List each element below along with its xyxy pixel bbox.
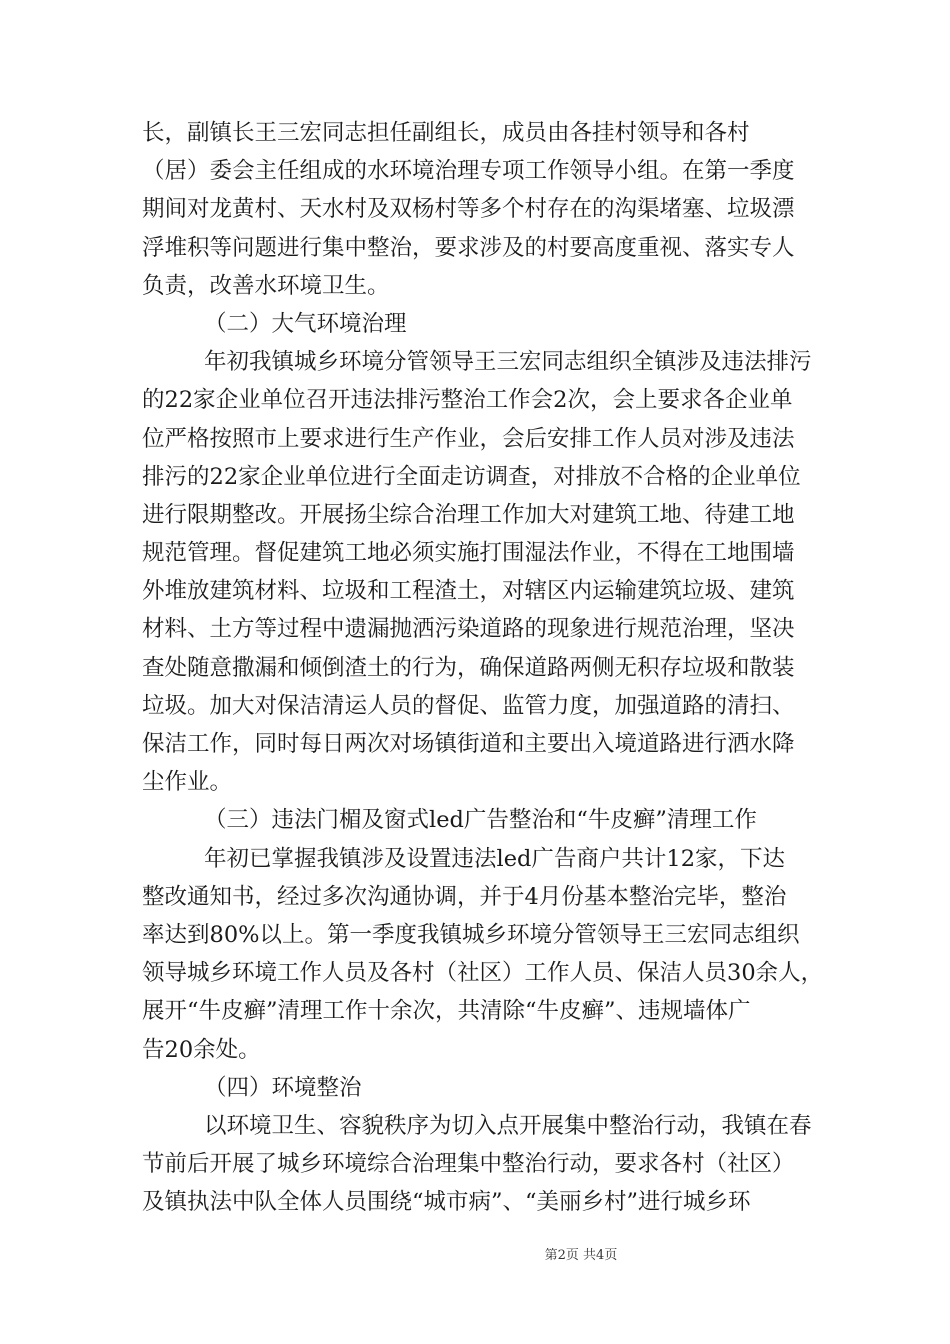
text-line: 期间对龙黄村、天水村及双杨村等多个村存在的沟渠堵塞、垃圾漂 [142, 196, 795, 223]
text-line: 负责，改善水环境卫生。 [142, 272, 390, 299]
text-line: 垃圾。加大对保洁清运人员的督促、监管力度，加强道路的清扫、 [142, 692, 795, 719]
text-line: 查处随意撒漏和倾倒渣土的行为，确保道路两侧无积存垃圾和散装 [142, 654, 795, 681]
text-line: 进行限期整改。开展扬尘综合治理工作加大对建筑工地、待建工地 [142, 501, 795, 528]
text-line: 年初我镇城乡环境分管领导王三宏同志组织全镇涉及违法排污 [204, 349, 812, 376]
section-heading: （四）环境整治 [204, 1074, 362, 1101]
text-line: 外堆放建筑材料、垃圾和工程渣土，对辖区内运输建筑垃圾、建筑 [142, 578, 795, 605]
text-line: 整改通知书，经过多次沟通协调，并于4月份基本整治完毕，整治 [142, 883, 787, 910]
page-number: 第2页 共4页 [544, 1248, 618, 1263]
text-line: 的22家企业单位召开违法排污整治工作会2次，会上要求各企业单 [142, 387, 793, 414]
page-footer [0, 1244, 950, 1263]
text-line: 保洁工作，同时每日两次对场镇街道和主要出入境道路进行洒水降 [142, 731, 795, 757]
text-line: 排污的22家企业单位进行全面走访调查，对排放不合格的企业单位 [142, 463, 801, 490]
text-line: 节前后开展了城乡环境综合治理集中整治行动，要求各村（社区） [142, 1151, 795, 1178]
text-line: 浮堆积等问题进行集中整治，要求涉及的村要高度重视、落实专人 [142, 234, 795, 261]
section-heading: （二）大气环境治理 [204, 310, 407, 337]
text-line: 长，副镇长王三宏同志担任副组长，成员由各挂村领导和各村 [142, 120, 750, 146]
text-line: 告20余处。 [142, 1036, 261, 1063]
text-line: 位严格按照市上要求进行生产作业，会后安排工作人员对涉及违法 [142, 425, 795, 452]
section-heading: （三）违法门楣及窗式led广告整治和“牛皮癣”清理工作 [204, 807, 757, 834]
text-line: 年初已掌握我镇涉及设置违法led广告商户共计12家，下达 [204, 845, 786, 872]
text-line: 尘作业。 [142, 769, 233, 796]
text-line: 领导城乡环境工作人员及各村（社区）工作人员、保洁人员30余人， [142, 960, 824, 987]
text-line: 材料、土方等过程中遗漏抛洒污染道路的现象进行规范治理，坚决 [142, 616, 795, 643]
text-line: 规范管理。督促建筑工地必须实施打围湿法作业，不得在工地围墙 [142, 540, 795, 567]
text-line: （居）委会主任组成的水环境治理专项工作领导小组。在第一季度 [142, 158, 795, 185]
document-body [142, 114, 824, 1221]
text-line: 率达到80%以上。第一季度我镇城乡环境分管领导王三宏同志组织 [142, 921, 800, 948]
text-line: 展开“牛皮癣”清理工作十余次，共清除“牛皮癣”、违规墙体广 [142, 998, 751, 1025]
text-line: 以环境卫生、容貌秩序为切入点开展集中整治行动，我镇在春 [204, 1112, 812, 1139]
text-line: 及镇执法中队全体人员围绕“城市病”、“美丽乡村”进行城乡环 [142, 1189, 751, 1216]
